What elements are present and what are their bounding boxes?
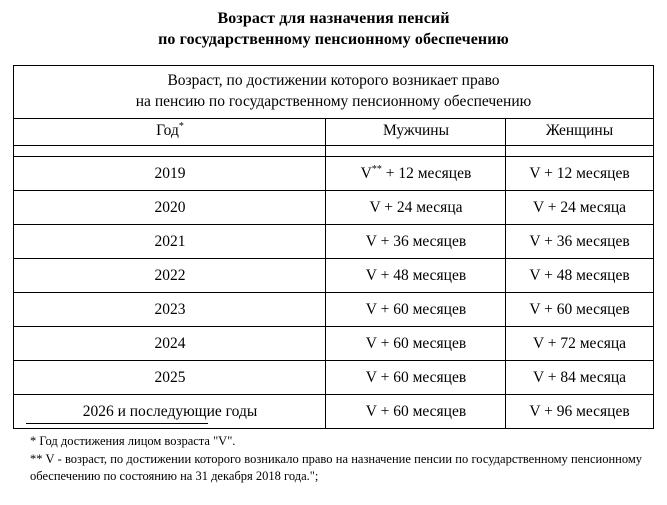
cell-women: V + 48 месяцев (506, 259, 653, 293)
cell-men (326, 157, 506, 191)
cell-year: 2023 (14, 293, 326, 327)
cell-men: V + 60 месяцев (326, 327, 506, 361)
span-header-line-1: Возраст, по достижении которого возникает право (167, 72, 500, 89)
spacer-cell-women (506, 146, 653, 157)
table-row (14, 293, 653, 327)
cell-year: 2026 и последующие годы (14, 395, 326, 429)
cell-year: 2020 (14, 191, 326, 225)
cell-women: V + 24 месяца (506, 191, 653, 225)
cell-women: V + 60 месяцев (506, 293, 653, 327)
page-title-line-2: по государственному пенсионному обеспечению (158, 31, 509, 48)
table-spacer-row (14, 146, 653, 157)
table-row (14, 225, 653, 259)
page-title (0, 8, 667, 50)
spacer-cell-year (14, 146, 326, 157)
table-row (14, 157, 653, 191)
cell-year: 2019 (14, 157, 326, 191)
table-header-row (14, 119, 653, 146)
cell-men: V + 24 месяца (326, 191, 506, 225)
column-header-year (14, 119, 326, 146)
footnote-1: * Год достижения лицом возраста "V". (30, 434, 236, 448)
cell-year: 2021 (14, 225, 326, 259)
pension-age-table (13, 65, 653, 429)
spacer-cell-men (326, 146, 506, 157)
cell-men-base: V (360, 164, 372, 182)
span-header-line-2: на пенсию по государственному пенсионному обеспечению (135, 93, 532, 110)
document-page (0, 8, 667, 505)
table-row (14, 361, 653, 395)
column-header-women: Женщины (506, 119, 653, 146)
page-title-line-1: Возраст для назначения пенсий (217, 10, 450, 27)
table-span-header-row (14, 66, 653, 119)
cell-women: V + 72 месяца (506, 327, 653, 361)
cell-men-rest: + 12 месяцев (381, 164, 472, 182)
table-row (14, 191, 653, 225)
table-row (14, 327, 653, 361)
column-header-year-marker: * (178, 120, 184, 132)
cell-men-marker: ** (371, 163, 382, 175)
column-header-year-label: Год (156, 122, 179, 139)
cell-women: V + 36 месяцев (506, 225, 653, 259)
footnote-divider (26, 423, 208, 424)
cell-women: V + 96 месяцев (506, 395, 653, 429)
footnotes (14, 423, 653, 486)
table-span-header (14, 66, 653, 119)
cell-year: 2025 (14, 361, 326, 395)
cell-men: V + 36 месяцев (326, 225, 506, 259)
cell-women: V + 12 месяцев (506, 157, 653, 191)
cell-men: V + 60 месяцев (326, 293, 506, 327)
footnote-2: ** V - возраст, по достижении которого возникало право на назначение пенсии по государственному пенсионному обеспечению по состоянию на 31 декабря 2018 года."; (30, 452, 642, 483)
table-row (14, 259, 653, 293)
cell-year: 2024 (14, 327, 326, 361)
cell-women: V + 84 месяца (506, 361, 653, 395)
cell-men: V + 60 месяцев (326, 361, 506, 395)
cell-men: V + 60 месяцев (326, 395, 506, 429)
cell-men: V + 48 месяцев (326, 259, 506, 293)
column-header-men: Мужчины (326, 119, 506, 146)
cell-year: 2022 (14, 259, 326, 293)
